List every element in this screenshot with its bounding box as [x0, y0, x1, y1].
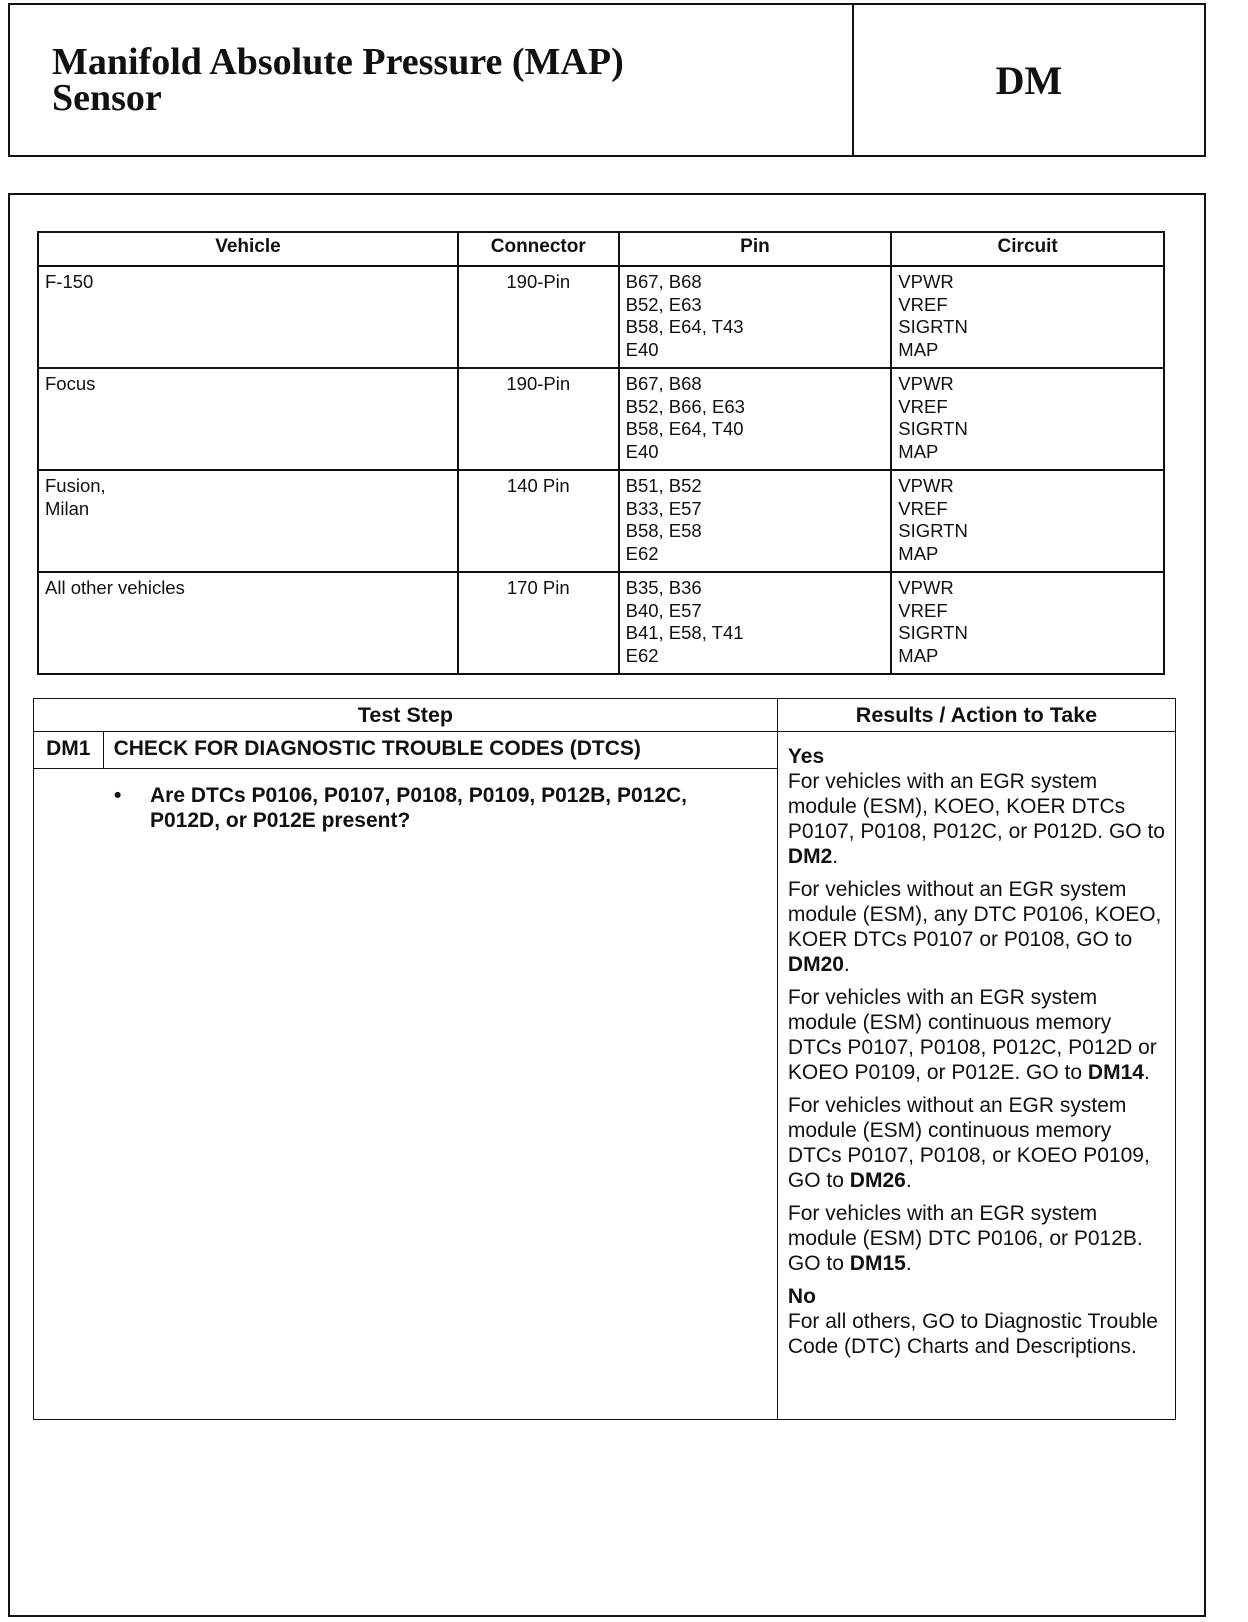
table-row — [38, 368, 1164, 470]
table-row — [38, 572, 1164, 674]
yes-label: Yes — [787, 745, 825, 768]
result-end: . — [1143, 1061, 1150, 1084]
pin-cell-line: E40 — [625, 440, 659, 462]
pin-cell-line: E62 — [625, 644, 659, 666]
pin-cell-line: B35, B36 — [625, 577, 702, 598]
connector-cell: 170 Pin — [458, 572, 619, 674]
vehicle-cell — [38, 470, 458, 572]
pin-cell-line: E62 — [625, 542, 659, 564]
col-header-circuit: Circuit — [891, 232, 1164, 266]
table-row — [38, 470, 1164, 572]
result-text: For vehicles with an EGR system module (ESM) continuous memory DTCs P0107, P0108, P012C, P012D or KOEO P0109, or P012E. GO to — [787, 986, 1157, 1084]
connector-cell: 190-Pin — [458, 368, 619, 470]
pin-cell — [619, 572, 892, 674]
title-line-1: Manifold Absolute Pressure (MAP) — [52, 41, 624, 83]
page-header — [8, 3, 1206, 157]
test-step-table — [33, 698, 1176, 1420]
circuit-cell-line: SIGRTN — [898, 622, 968, 643]
pin-cell-line: B67, B68 — [625, 271, 702, 292]
section-code: DM — [995, 57, 1063, 103]
pin-table — [37, 231, 1165, 675]
pin-cell-line: B52, B66, E63 — [625, 395, 745, 417]
pin-cell-line: B58, E64, T43 — [625, 316, 744, 337]
pin-table-header-row — [38, 232, 1164, 266]
vehicle-cell — [38, 266, 458, 368]
vehicle-cell-line: Focus — [45, 373, 96, 394]
circuit-cell-line: MAP — [898, 338, 939, 360]
pin-cell — [619, 266, 892, 368]
result-item — [788, 1201, 1169, 1276]
step-table-header-row — [34, 699, 1176, 732]
pin-cell-line: B51, B52 — [625, 475, 702, 496]
col-header-results: Results / Action to Take — [777, 699, 1175, 732]
step-title-row — [34, 732, 1176, 769]
vehicle-cell-line: Milan — [45, 497, 90, 519]
result-item — [788, 769, 1169, 869]
step-title: CHECK FOR DIAGNOSTIC TROUBLE CODES (DTCS) — [103, 732, 777, 769]
goto-step-link[interactable]: DM20 — [787, 953, 844, 976]
circuit-cell-line: VREF — [898, 599, 948, 621]
result-end: . — [905, 1252, 912, 1275]
result-item — [788, 985, 1169, 1085]
pin-cell — [619, 470, 892, 572]
pin-cell-line: B67, B68 — [625, 373, 702, 394]
col-header-connector: Connector — [458, 232, 619, 266]
vehicle-cell-line: Fusion, — [45, 475, 106, 496]
col-header-vehicle: Vehicle — [38, 232, 458, 266]
circuit-cell-line: VPWR — [898, 577, 954, 598]
circuit-cell-line: VREF — [898, 497, 948, 519]
col-header-test-step: Test Step — [34, 699, 778, 732]
results-list — [788, 769, 1169, 1276]
question-text: Are DTCs P0106, P0107, P0108, P0109, P012B, P012C, P012D, or P012E present? — [150, 784, 688, 832]
bullet-marker: • — [114, 784, 122, 807]
circuit-cell-line: SIGRTN — [898, 520, 968, 541]
vehicle-cell — [38, 572, 458, 674]
goto-step-link[interactable]: DM2 — [787, 845, 833, 868]
circuit-cell — [891, 266, 1164, 368]
circuit-cell — [891, 572, 1164, 674]
circuit-cell-line: VPWR — [898, 271, 954, 292]
question-cell — [34, 769, 778, 1420]
page-title — [52, 41, 624, 119]
result-end: . — [843, 953, 850, 976]
goto-step-link[interactable]: DM26 — [849, 1169, 906, 1192]
step-code: DM1 — [34, 732, 104, 769]
table-row — [38, 266, 1164, 368]
vehicle-cell-line: All other vehicles — [45, 577, 185, 598]
result-end: . — [832, 845, 839, 868]
pin-cell — [619, 368, 892, 470]
circuit-cell-line: VPWR — [898, 475, 954, 496]
circuit-cell-line: VREF — [898, 293, 948, 315]
result-item — [788, 877, 1169, 977]
vehicle-cell-line: F-150 — [45, 271, 94, 292]
pin-cell-line: B33, E57 — [625, 497, 702, 519]
circuit-cell-line: MAP — [898, 440, 939, 462]
connector-cell: 190-Pin — [458, 266, 619, 368]
connector-cell: 140 Pin — [458, 470, 619, 572]
circuit-cell-line: SIGRTN — [898, 418, 968, 439]
vehicle-cell — [38, 368, 458, 470]
pin-cell-line: B52, E63 — [625, 293, 702, 315]
circuit-cell — [891, 368, 1164, 470]
no-label: No — [787, 1285, 816, 1308]
circuit-cell-line: VPWR — [898, 373, 954, 394]
pin-cell-line: E40 — [625, 338, 659, 360]
pin-cell-line: B58, E64, T40 — [625, 418, 744, 439]
circuit-cell-line: VREF — [898, 395, 948, 417]
pin-cell-line: B58, E58 — [625, 520, 702, 541]
circuit-cell-line: MAP — [898, 644, 939, 666]
goto-step-link[interactable]: DM15 — [849, 1252, 906, 1275]
circuit-cell — [891, 470, 1164, 572]
circuit-cell-line: SIGRTN — [898, 316, 968, 337]
no-action-text: For all others, GO to Diagnostic Trouble Code (DTC) Charts and Descriptions. — [787, 1310, 1158, 1358]
title-line-2: Sensor — [52, 77, 162, 119]
result-item — [788, 1093, 1169, 1193]
pin-cell-line: B40, E57 — [625, 599, 702, 621]
col-header-pin: Pin — [619, 232, 892, 266]
goto-step-link[interactable]: DM14 — [1087, 1061, 1144, 1084]
header-title-cell — [10, 5, 854, 155]
pin-cell-line: B41, E58, T41 — [625, 622, 744, 643]
results-cell — [777, 732, 1175, 1420]
result-text: For vehicles without an EGR system module (ESM) continuous memory DTCs P0107, P0108, or KOEO P0109, GO to — [787, 1094, 1150, 1192]
circuit-cell-line: MAP — [898, 542, 939, 564]
result-text: For vehicles with an EGR system module (ESM) DTC P0106, or P012B. GO to — [787, 1202, 1143, 1275]
result-end: . — [905, 1169, 912, 1192]
result-text: For vehicles without an EGR system module (ESM), any DTC P0106, KOEO, KOER DTCs P0107 or P0108, GO to — [787, 878, 1162, 951]
result-text: For vehicles with an EGR system module (ESM), KOEO, KOER DTCs P0107, P0108, P012C, or P012D. GO to — [787, 770, 1165, 843]
